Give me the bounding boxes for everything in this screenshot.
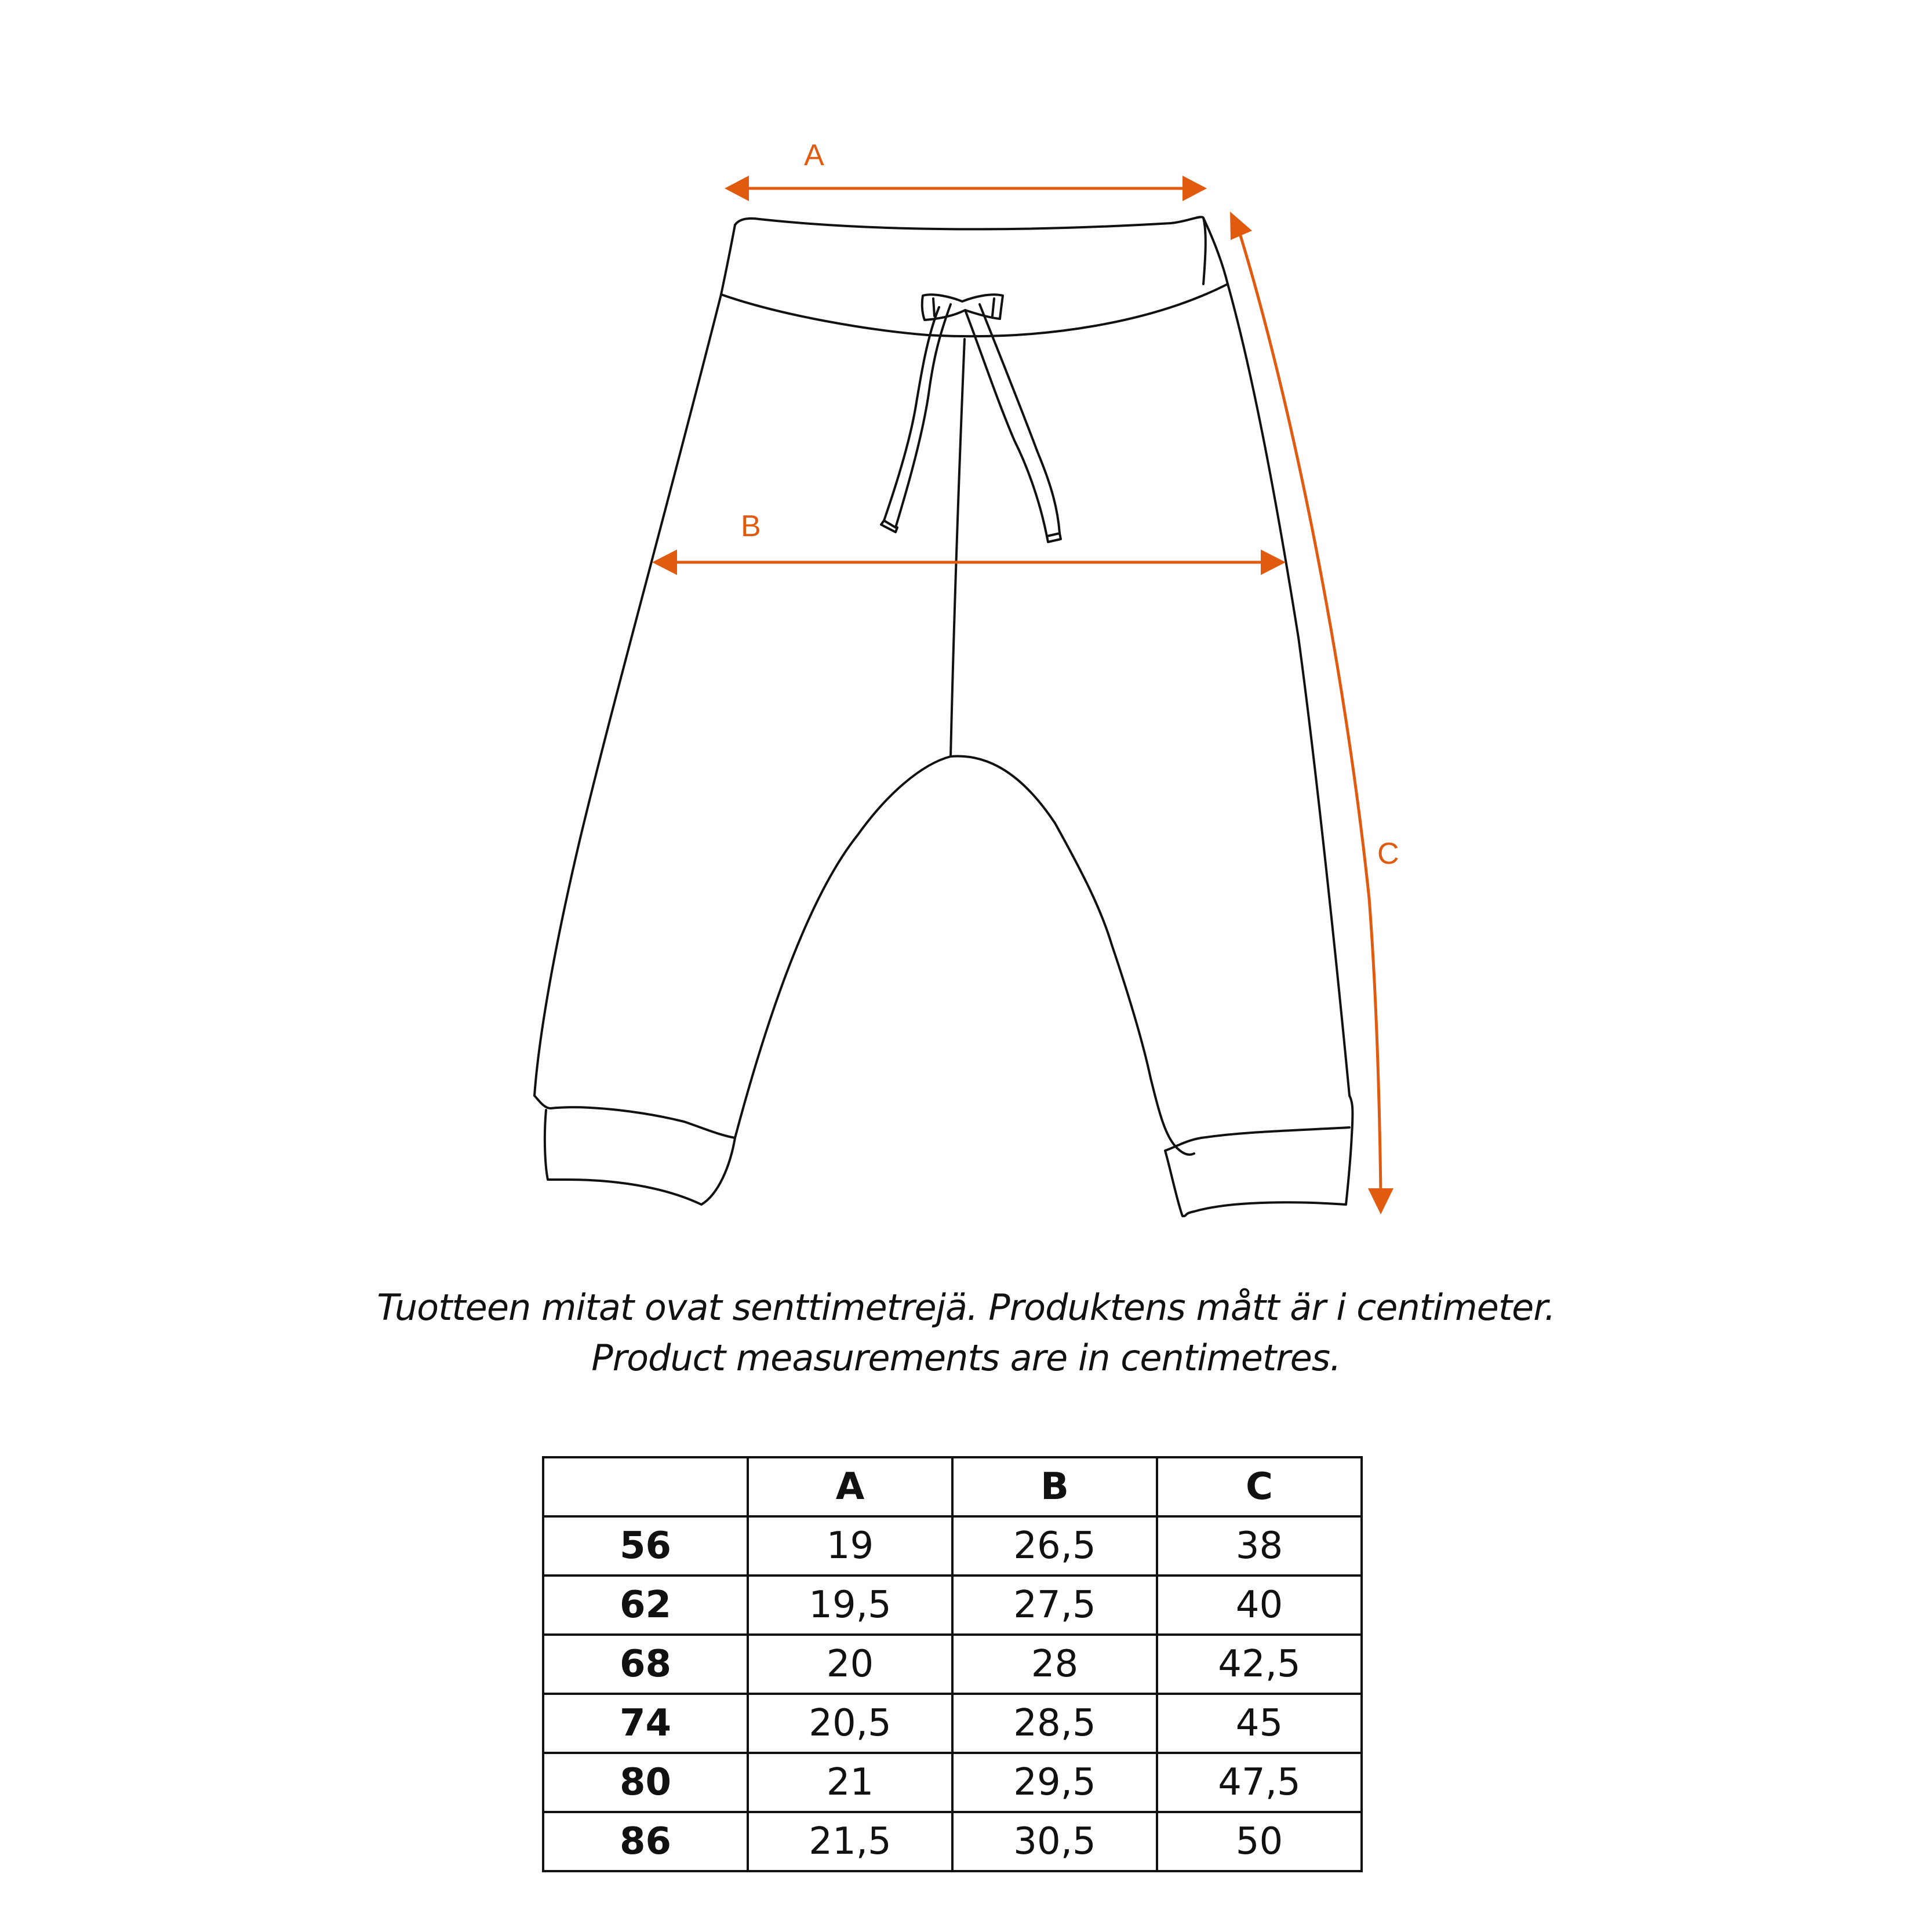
dimension-b-label: B (741, 510, 761, 543)
left-cuff (534, 1096, 735, 1205)
size-cell: 68 (543, 1635, 748, 1694)
measure-b-cell: 29,5 (952, 1753, 1157, 1812)
dimension-c (1230, 212, 1399, 1214)
center-seam (951, 339, 965, 756)
table-row (543, 1516, 1362, 1576)
measure-b-cell: 27,5 (952, 1576, 1157, 1635)
dimension-c-label: C (1377, 837, 1399, 871)
caption-line-2: Product measurements are in centimetres. (591, 1337, 1341, 1379)
table-row (543, 1812, 1362, 1871)
waistband-left-edge (721, 225, 735, 294)
dimension-a (725, 139, 1207, 201)
header-cell-size (543, 1457, 748, 1516)
measure-c-cell: 45 (1157, 1694, 1362, 1753)
waistband-seam (721, 284, 1228, 336)
drawstring-right (965, 304, 1060, 536)
measure-b-cell: 30,5 (952, 1812, 1157, 1871)
table-row (543, 1753, 1362, 1812)
dimension-b (652, 510, 1286, 575)
dimension-a-label: A (804, 139, 824, 172)
size-cell: 56 (543, 1516, 748, 1576)
measure-a-cell: 21,5 (748, 1812, 952, 1871)
drawstring-left (884, 304, 951, 527)
measure-c-cell: 50 (1157, 1812, 1362, 1871)
dimension-c-line (1239, 232, 1381, 1194)
dimension-b-arrow-right (1261, 550, 1286, 575)
table-row (543, 1576, 1362, 1635)
right-leg-outer (1228, 284, 1349, 1096)
size-cell: 86 (543, 1812, 748, 1871)
table-row (543, 1694, 1362, 1753)
measure-a-cell: 20,5 (748, 1694, 952, 1753)
header-cell-c: C (1157, 1457, 1362, 1516)
measure-c-cell: 38 (1157, 1516, 1362, 1576)
left-leg-outer (534, 294, 721, 1096)
waistband-right-edge (1203, 218, 1228, 284)
dimension-a-arrow-right (1183, 176, 1207, 201)
pants-outline (534, 217, 1352, 1216)
table-header-row (543, 1457, 1362, 1516)
table-row (543, 1635, 1362, 1694)
measure-b-cell: 26,5 (952, 1516, 1157, 1576)
measure-c-cell: 47,5 (1157, 1753, 1362, 1812)
measure-a-cell: 19,5 (748, 1576, 952, 1635)
measure-b-cell: 28,5 (952, 1694, 1157, 1753)
right-cuff (1165, 1096, 1352, 1216)
measure-c-cell: 40 (1157, 1576, 1362, 1635)
crotch-curve (735, 756, 1177, 1148)
measure-b-cell: 28 (952, 1635, 1157, 1694)
size-cell: 74 (543, 1694, 748, 1753)
measure-c-cell: 42,5 (1157, 1635, 1362, 1694)
header-cell-b: B (952, 1457, 1157, 1516)
dimension-a-arrow-left (725, 176, 749, 201)
dimension-c-arrow-bottom (1368, 1188, 1393, 1214)
caption-line-1: Tuotteen mitat ovat senttimetrejä. Produktens mått är i centimeter. (377, 1286, 1555, 1329)
waistband-top (735, 217, 1206, 284)
size-table (542, 1456, 1363, 1872)
size-cell: 62 (543, 1576, 748, 1635)
measure-a-cell: 21 (748, 1753, 952, 1812)
header-cell-a: A (748, 1457, 952, 1516)
measure-a-cell: 20 (748, 1635, 952, 1694)
size-cell: 80 (543, 1753, 748, 1812)
dimension-b-arrow-left (652, 550, 677, 575)
measure-a-cell: 19 (748, 1516, 952, 1576)
